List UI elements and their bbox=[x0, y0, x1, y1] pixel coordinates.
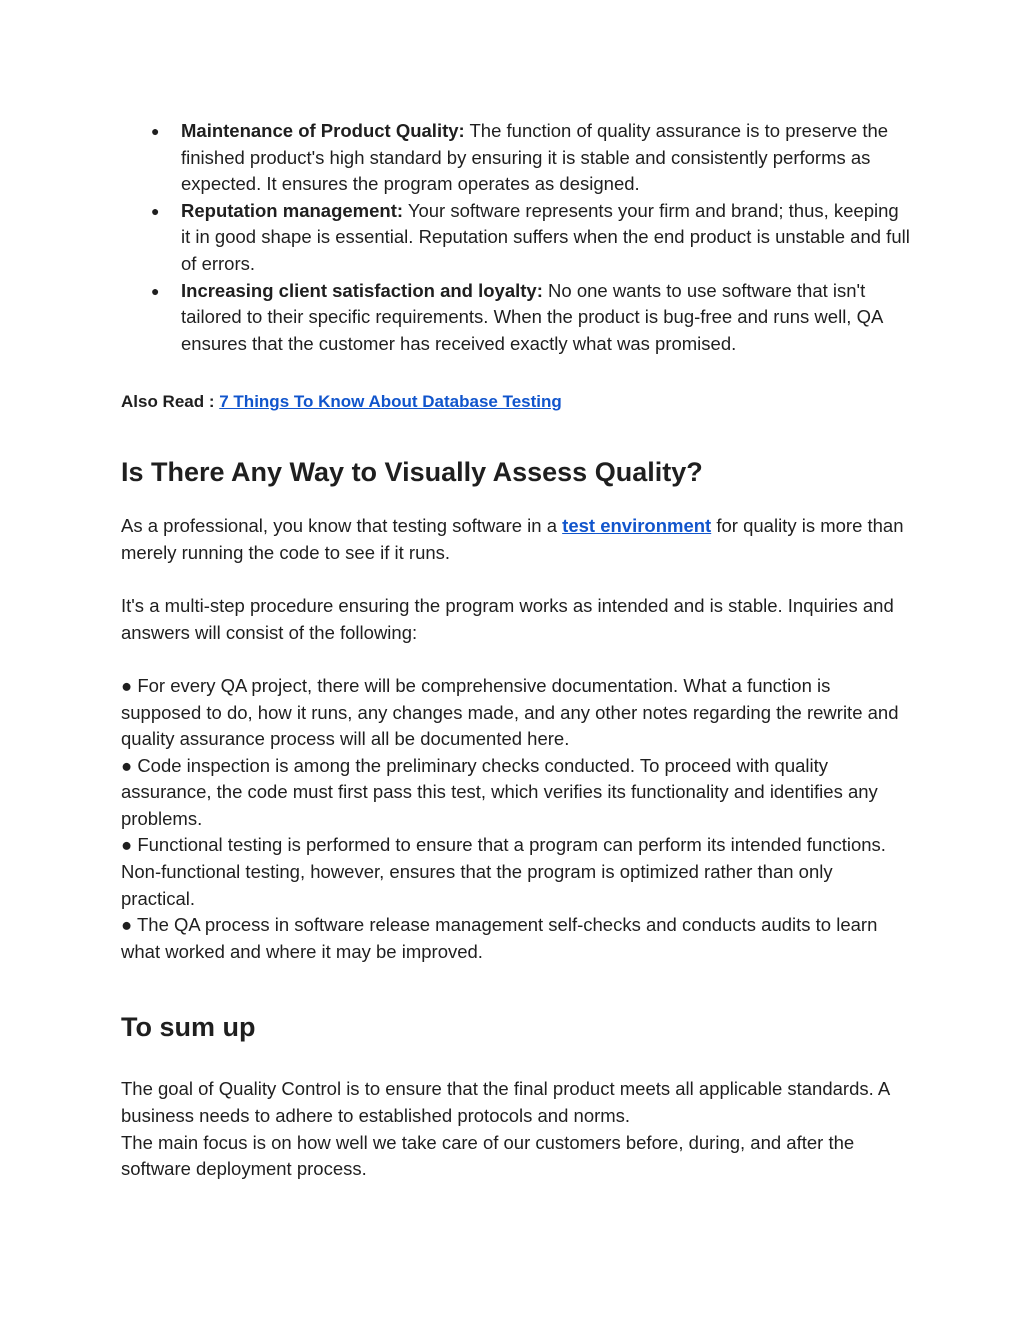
intro-text-before: As a professional, you know that testing software in a bbox=[121, 515, 563, 537]
list-item-title: Increasing client satisfaction and loyalty: bbox=[181, 279, 543, 301]
document-page bbox=[121, 118, 911, 1183]
list-item bbox=[121, 118, 911, 198]
intro-paragraph bbox=[121, 513, 911, 566]
section-heading-quality: Is There Any Way to Visually Assess Quality? bbox=[121, 457, 703, 488]
list-item: ● The QA process in software release management self-checks and conducts audits to learn what worked and where it may be improved. bbox=[121, 914, 878, 962]
list-item-text: No one wants to use software that isn't tailored to their specific requirements. When the product is bug-free and runs well, QA ensures that the customer has received exactly what was promised. bbox=[181, 279, 883, 354]
list-item bbox=[121, 198, 911, 278]
list-item-title: Maintenance of Product Quality: bbox=[181, 120, 465, 141]
benefits-list bbox=[121, 118, 911, 357]
also-read-label: Also Read : bbox=[121, 392, 220, 412]
list-item-text: Your software represents your firm and brand; thus, keeping it in good shape is essential. Reputation suffers when the end product is unstable and full of errors. bbox=[181, 199, 910, 274]
bullet-dot-icon: ● bbox=[151, 282, 160, 299]
summary-paragraph-2: The main focus is on how well we take care of our customers before, during, and after the software deployment process. bbox=[121, 1131, 855, 1180]
test-environment-link[interactable]: test environment bbox=[562, 515, 712, 537]
intro-text-after: for quality is more than merely running the code to see if it runs. bbox=[121, 515, 904, 563]
procedure-paragraph: It's a multi-step procedure ensuring the program works as intended and is stable. Inquiries and answers will consist of the following: bbox=[121, 595, 894, 643]
also-read-link[interactable]: 7 Things To Know About Database Testing bbox=[219, 392, 562, 412]
summary-paragraph: The goal of Quality Control is to ensure that the final product meets all applicable standards. A business needs to adhere to established protocols and norms. bbox=[121, 1078, 890, 1127]
section-heading-summary: To sum up bbox=[121, 1012, 256, 1043]
bullet-dot-icon: ● bbox=[151, 202, 160, 219]
list-item: ● For every QA project, there will be comprehensive documentation. What a function is supposed to do, how it runs, any changes made, and any other notes regarding the rewrite and quality assurance process will all be documented here. bbox=[121, 674, 899, 750]
also-read bbox=[121, 390, 911, 414]
list-item-title: Reputation management: bbox=[181, 199, 404, 221]
list-item-text: The function of quality assurance is to preserve the finished product's high standard by ensuring it is stable and consistently performs as expected. It ensures the program operates as designed. bbox=[181, 120, 889, 195]
checks-list bbox=[121, 673, 911, 966]
bullet-dot-icon: ● bbox=[151, 123, 160, 139]
list-item bbox=[121, 278, 911, 358]
list-item: ● Functional testing is performed to ensure that a program can perform its intended functions. Non-functional testing, however, ensures that the program is optimized rather than only practical. bbox=[121, 834, 886, 909]
list-item: ● Code inspection is among the preliminary checks conducted. To proceed with quality assurance, the code must first pass this test, which verifies its functionality and identifies any problems. bbox=[121, 754, 878, 829]
